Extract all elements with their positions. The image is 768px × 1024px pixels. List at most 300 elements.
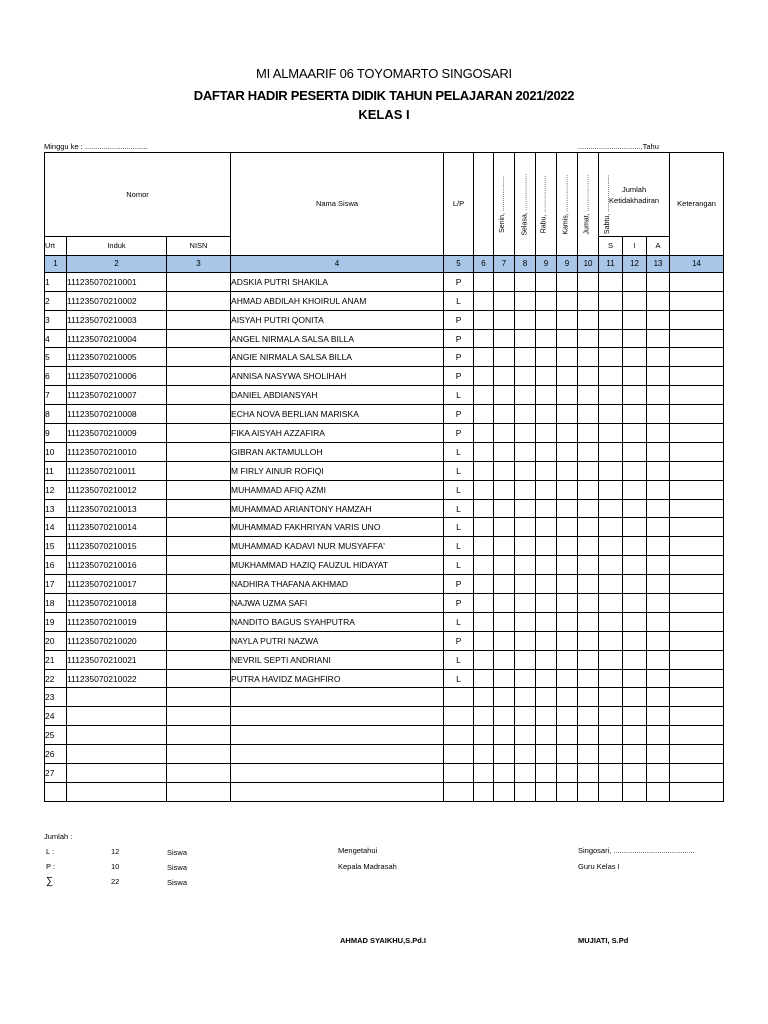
- attendance-cell: [515, 348, 536, 367]
- attendance-cell: [494, 442, 515, 461]
- attendance-table: [44, 152, 724, 802]
- table-row: [45, 272, 724, 291]
- keterangan-cell: [670, 386, 724, 405]
- attendance-cell: [536, 310, 557, 329]
- summary-label: Jumlah :: [44, 832, 73, 841]
- attendance-cell: [536, 594, 557, 613]
- attendance-cell: [557, 461, 578, 480]
- absence-a-cell: [647, 631, 670, 650]
- gender-cell: P: [444, 631, 474, 650]
- keterangan-cell: [670, 575, 724, 594]
- attendance-cell: [474, 272, 494, 291]
- attendance-cell: [494, 499, 515, 518]
- attendance-cell: [536, 480, 557, 499]
- gender-cell: L: [444, 386, 474, 405]
- keterangan-cell: [670, 556, 724, 575]
- keterangan-cell: [670, 424, 724, 443]
- attendance-cell: [557, 386, 578, 405]
- attendance-cell: [515, 272, 536, 291]
- table-row: [45, 291, 724, 310]
- row-number: 2: [45, 291, 67, 310]
- attendance-cell: [557, 442, 578, 461]
- attendance-cell: [474, 612, 494, 631]
- attendance-cell: [557, 291, 578, 310]
- attendance-cell: [578, 386, 599, 405]
- nisn-cell: [167, 669, 231, 688]
- attendance-cell: [474, 291, 494, 310]
- row-number: 26: [45, 745, 67, 764]
- absence-s-cell: [599, 726, 623, 745]
- row-number: 24: [45, 707, 67, 726]
- col-number: 13: [647, 255, 670, 272]
- attendance-cell: [474, 650, 494, 669]
- table-row: [45, 612, 724, 631]
- absence-a-cell: [647, 612, 670, 631]
- keterangan-cell: [670, 461, 724, 480]
- attendance-cell: [494, 480, 515, 499]
- attendance-cell: [474, 537, 494, 556]
- attendance-cell: [536, 669, 557, 688]
- keterangan-header: Keterangan: [670, 153, 724, 256]
- table-row: [45, 594, 724, 613]
- nisn-cell: [167, 499, 231, 518]
- gender-cell: P: [444, 594, 474, 613]
- gender-cell: P: [444, 575, 474, 594]
- attendance-cell: [578, 688, 599, 707]
- absence-a-cell: [647, 480, 670, 499]
- table-row: [45, 575, 724, 594]
- absence-a-cell: [647, 726, 670, 745]
- absence-a-cell: [647, 272, 670, 291]
- table-row: [45, 537, 724, 556]
- attendance-cell: [474, 707, 494, 726]
- row-number: 22: [45, 669, 67, 688]
- absence-s-cell: [599, 556, 623, 575]
- attendance-cell: [494, 518, 515, 537]
- attendance-cell: [515, 612, 536, 631]
- student-name: NANDITO BAGUS SYAHPUTRA: [231, 612, 444, 631]
- gender-cell: P: [444, 272, 474, 291]
- keterangan-cell: [670, 612, 724, 631]
- summary-count-p: 10: [111, 862, 120, 871]
- attendance-cell: [536, 499, 557, 518]
- attendance-cell: [557, 764, 578, 783]
- student-name: NAJWA UZMA SAFI: [231, 594, 444, 613]
- attendance-cell: [474, 367, 494, 386]
- attendance-cell: [578, 405, 599, 424]
- attendance-cell: [494, 782, 515, 801]
- attendance-cell: [515, 556, 536, 575]
- attendance-cell: [557, 612, 578, 631]
- absence-a-cell: [647, 764, 670, 783]
- absence-s-cell: [599, 782, 623, 801]
- attendance-cell: [536, 575, 557, 594]
- i-header: I: [623, 237, 647, 256]
- induk-cell: 111235070210006: [67, 367, 167, 386]
- attendance-cell: [557, 745, 578, 764]
- table-row: [45, 499, 724, 518]
- attendance-cell: [557, 707, 578, 726]
- row-number: 20: [45, 631, 67, 650]
- col-number: 7: [494, 255, 515, 272]
- attendance-cell: [536, 367, 557, 386]
- student-name: DANIEL ABDIANSYAH: [231, 386, 444, 405]
- attendance-cell: [557, 367, 578, 386]
- nisn-cell: [167, 707, 231, 726]
- lp-header: L/P: [444, 153, 474, 256]
- attendance-cell: [494, 688, 515, 707]
- absence-s-cell: [599, 499, 623, 518]
- col-number: 12: [623, 255, 647, 272]
- nisn-cell: [167, 480, 231, 499]
- gender-cell: [444, 782, 474, 801]
- attendance-cell: [536, 329, 557, 348]
- table-row: [45, 764, 724, 783]
- week-label: Minggu ke : ..............................: [44, 142, 148, 151]
- absence-s-cell: [599, 631, 623, 650]
- attendance-cell: [578, 480, 599, 499]
- attendance-cell: [474, 329, 494, 348]
- gender-cell: L: [444, 556, 474, 575]
- student-name: [231, 726, 444, 745]
- document-title: DAFTAR HADIR PESERTA DIDIK TAHUN PELAJARAN 2021/2022: [193, 88, 575, 103]
- induk-cell: 111235070210005: [67, 348, 167, 367]
- keterangan-cell: [670, 442, 724, 461]
- attendance-cell: [474, 461, 494, 480]
- gender-cell: [444, 707, 474, 726]
- attendance-cell: [474, 348, 494, 367]
- induk-cell: [67, 688, 167, 707]
- absence-i-cell: [623, 291, 647, 310]
- student-name: M FIRLY AINUR ROFIQI: [231, 461, 444, 480]
- jumlah-header: Jumlah Ketidakhadiran: [599, 153, 670, 237]
- table-row: [45, 461, 724, 480]
- attendance-cell: [536, 424, 557, 443]
- s-header: S: [599, 237, 623, 256]
- absence-s-cell: [599, 537, 623, 556]
- attendance-cell: [536, 348, 557, 367]
- col-number: 5: [444, 255, 474, 272]
- absence-i-cell: [623, 442, 647, 461]
- attendance-cell: [494, 461, 515, 480]
- attendance-cell: [474, 631, 494, 650]
- keterangan-cell: [670, 745, 724, 764]
- table-row: [45, 367, 724, 386]
- absence-i-cell: [623, 348, 647, 367]
- attendance-cell: [557, 310, 578, 329]
- attendance-cell: [494, 310, 515, 329]
- attendance-cell: [536, 707, 557, 726]
- student-name: GIBRAN AKTAMULLOH: [231, 442, 444, 461]
- attendance-cell: [515, 424, 536, 443]
- keterangan-cell: [670, 518, 724, 537]
- nisn-cell: [167, 348, 231, 367]
- induk-cell: [67, 782, 167, 801]
- attendance-cell: [494, 612, 515, 631]
- col-number: 4: [231, 255, 444, 272]
- student-name: [231, 707, 444, 726]
- attendance-cell: [557, 499, 578, 518]
- attendance-cell: [474, 386, 494, 405]
- day-header-senin: [474, 153, 506, 256]
- attendance-cell: [494, 631, 515, 650]
- table-row: [45, 442, 724, 461]
- nisn-cell: [167, 631, 231, 650]
- gender-cell: P: [444, 367, 474, 386]
- keterangan-cell: [670, 348, 724, 367]
- induk-cell: 111235070210002: [67, 291, 167, 310]
- attendance-cell: [557, 669, 578, 688]
- row-number: 12: [45, 480, 67, 499]
- attendance-cell: [536, 272, 557, 291]
- student-name: NADHIRA THAFANA AKHMAD: [231, 575, 444, 594]
- absence-s-cell: [599, 612, 623, 631]
- gender-cell: L: [444, 537, 474, 556]
- attendance-cell: [474, 782, 494, 801]
- sign-left-line1: Mengetahui: [338, 846, 378, 855]
- keterangan-cell: [670, 688, 724, 707]
- induk-cell: 111235070210019: [67, 612, 167, 631]
- induk-cell: [67, 707, 167, 726]
- attendance-cell: [474, 745, 494, 764]
- induk-cell: 111235070210022: [67, 669, 167, 688]
- attendance-cell: [578, 272, 599, 291]
- attendance-cell: [494, 575, 515, 594]
- absence-a-cell: [647, 424, 670, 443]
- attendance-cell: [536, 726, 557, 745]
- attendance-cell: [515, 367, 536, 386]
- table-row: [45, 310, 724, 329]
- student-name: MUHAMMAD ARIANTONY HAMZAH: [231, 499, 444, 518]
- nisn-cell: [167, 612, 231, 631]
- table-row: [45, 688, 724, 707]
- absence-s-cell: [599, 461, 623, 480]
- induk-cell: 111235070210015: [67, 537, 167, 556]
- row-number: 7: [45, 386, 67, 405]
- keterangan-cell: [670, 329, 724, 348]
- student-name: [231, 782, 444, 801]
- attendance-cell: [494, 669, 515, 688]
- attendance-cell: [515, 461, 536, 480]
- absence-i-cell: [623, 537, 647, 556]
- attendance-cell: [515, 707, 536, 726]
- attendance-cell: [578, 291, 599, 310]
- table-row: [45, 650, 724, 669]
- attendance-cell: [578, 310, 599, 329]
- attendance-cell: [557, 726, 578, 745]
- attendance-cell: [578, 612, 599, 631]
- nisn-cell: [167, 291, 231, 310]
- keterangan-cell: [670, 367, 724, 386]
- col-number: 10: [578, 255, 599, 272]
- absence-a-cell: [647, 745, 670, 764]
- student-name: ANNISA NASYWA SHOLIHAH: [231, 367, 444, 386]
- keterangan-cell: [670, 480, 724, 499]
- school-name: MI ALMAARIF 06 TOYOMARTO SINGOSARI: [256, 66, 512, 81]
- gender-cell: L: [444, 442, 474, 461]
- attendance-cell: [536, 537, 557, 556]
- row-number: 23: [45, 688, 67, 707]
- attendance-cell: [536, 782, 557, 801]
- nisn-cell: [167, 537, 231, 556]
- keterangan-cell: [670, 707, 724, 726]
- attendance-cell: [515, 291, 536, 310]
- nisn-cell: [167, 745, 231, 764]
- attendance-cell: [578, 782, 599, 801]
- absence-a-cell: [647, 329, 670, 348]
- induk-cell: 111235070210009: [67, 424, 167, 443]
- student-name: MUKHAMMAD HAZIQ FAUZUL HIDAYAT: [231, 556, 444, 575]
- col-number: 2: [67, 255, 167, 272]
- absence-i-cell: [623, 556, 647, 575]
- nisn-cell: [167, 556, 231, 575]
- absence-a-cell: [647, 669, 670, 688]
- absence-a-cell: [647, 537, 670, 556]
- gender-cell: L: [444, 480, 474, 499]
- nisn-cell: [167, 461, 231, 480]
- attendance-cell: [474, 499, 494, 518]
- absence-i-cell: [623, 461, 647, 480]
- absence-i-cell: [623, 499, 647, 518]
- attendance-cell: [474, 764, 494, 783]
- induk-cell: 111235070210016: [67, 556, 167, 575]
- attendance-cell: [474, 556, 494, 575]
- gender-cell: [444, 764, 474, 783]
- attendance-cell: [515, 537, 536, 556]
- gender-cell: L: [444, 669, 474, 688]
- attendance-cell: [578, 669, 599, 688]
- keterangan-cell: [670, 272, 724, 291]
- absence-a-cell: [647, 518, 670, 537]
- year-label: ...............................Tahu: [578, 142, 659, 151]
- sign-right-line2: Guru Kelas I: [578, 862, 620, 871]
- attendance-cell: [494, 726, 515, 745]
- gender-cell: L: [444, 650, 474, 669]
- attendance-cell: [536, 556, 557, 575]
- attendance-cell: [474, 726, 494, 745]
- absence-s-cell: [599, 688, 623, 707]
- student-name: FIKA AISYAH AZZAFIRA: [231, 424, 444, 443]
- attendance-cell: [578, 329, 599, 348]
- induk-cell: 111235070210007: [67, 386, 167, 405]
- absence-a-cell: [647, 367, 670, 386]
- keterangan-cell: [670, 310, 724, 329]
- attendance-cell: [515, 764, 536, 783]
- summary-unit-l: Siswa: [167, 848, 188, 857]
- keterangan-cell: [670, 726, 724, 745]
- absence-a-cell: [647, 461, 670, 480]
- attendance-cell: [578, 650, 599, 669]
- day-label: Jumat, ...................: [583, 174, 591, 235]
- sign-right-line1: Singosari, .......................................: [578, 846, 695, 855]
- absence-s-cell: [599, 480, 623, 499]
- nisn-cell: [167, 726, 231, 745]
- keterangan-cell: [670, 764, 724, 783]
- row-number: 4: [45, 329, 67, 348]
- attendance-cell: [494, 594, 515, 613]
- summary-count-total: 22: [111, 877, 120, 886]
- row-number: [45, 782, 67, 801]
- row-number: 18: [45, 594, 67, 613]
- summary-key-l: L :: [46, 847, 55, 856]
- table-row: [45, 424, 724, 443]
- attendance-cell: [536, 650, 557, 669]
- table-row: [45, 745, 724, 764]
- absence-i-cell: [623, 688, 647, 707]
- gender-cell: [444, 726, 474, 745]
- attendance-cell: [494, 745, 515, 764]
- induk-cell: 111235070210004: [67, 329, 167, 348]
- gender-cell: [444, 745, 474, 764]
- student-name: NEVRIL SEPTI ANDRIANI: [231, 650, 444, 669]
- induk-cell: [67, 764, 167, 783]
- col-number: 3: [167, 255, 231, 272]
- attendance-cell: [536, 612, 557, 631]
- row-number: 17: [45, 575, 67, 594]
- col-number: 11: [599, 255, 623, 272]
- row-number: 9: [45, 424, 67, 443]
- attendance-cell: [536, 291, 557, 310]
- absence-a-cell: [647, 405, 670, 424]
- col-number: 6: [474, 255, 494, 272]
- absence-i-cell: [623, 367, 647, 386]
- nisn-cell: [167, 272, 231, 291]
- attendance-cell: [515, 745, 536, 764]
- attendance-cell: [515, 669, 536, 688]
- absence-a-cell: [647, 707, 670, 726]
- induk-cell: 111235070210010: [67, 442, 167, 461]
- absence-s-cell: [599, 329, 623, 348]
- absence-i-cell: [623, 745, 647, 764]
- summary-count-l: 12: [111, 847, 120, 856]
- nomor-header: Nomor: [45, 153, 231, 237]
- student-name: ECHA NOVA BERLIAN MARISKA: [231, 405, 444, 424]
- summary-key-p: P :: [46, 862, 56, 871]
- attendance-cell: [515, 688, 536, 707]
- summary-key-total: ∑: [46, 876, 54, 887]
- gender-cell: L: [444, 612, 474, 631]
- attendance-cell: [578, 745, 599, 764]
- attendance-cell: [557, 272, 578, 291]
- attendance-cell: [557, 480, 578, 499]
- header-row: [45, 153, 724, 237]
- absence-a-cell: [647, 688, 670, 707]
- row-number: 15: [45, 537, 67, 556]
- absence-a-cell: [647, 556, 670, 575]
- row-number: 10: [45, 442, 67, 461]
- absence-i-cell: [623, 650, 647, 669]
- keterangan-cell: [670, 537, 724, 556]
- attendance-cell: [557, 424, 578, 443]
- attendance-cell: [515, 726, 536, 745]
- summary-unit-total: Siswa: [167, 878, 188, 887]
- absence-s-cell: [599, 386, 623, 405]
- attendance-cell: [494, 291, 515, 310]
- attendance-cell: [494, 764, 515, 783]
- attendance-cell: [474, 575, 494, 594]
- absence-s-cell: [599, 745, 623, 764]
- gender-cell: P: [444, 329, 474, 348]
- attendance-cell: [494, 405, 515, 424]
- absence-a-cell: [647, 594, 670, 613]
- attendance-cell: [515, 575, 536, 594]
- gender-cell: L: [444, 499, 474, 518]
- absence-i-cell: [623, 424, 647, 443]
- attendance-cell: [578, 707, 599, 726]
- absence-s-cell: [599, 272, 623, 291]
- absence-s-cell: [599, 310, 623, 329]
- nisn-cell: [167, 594, 231, 613]
